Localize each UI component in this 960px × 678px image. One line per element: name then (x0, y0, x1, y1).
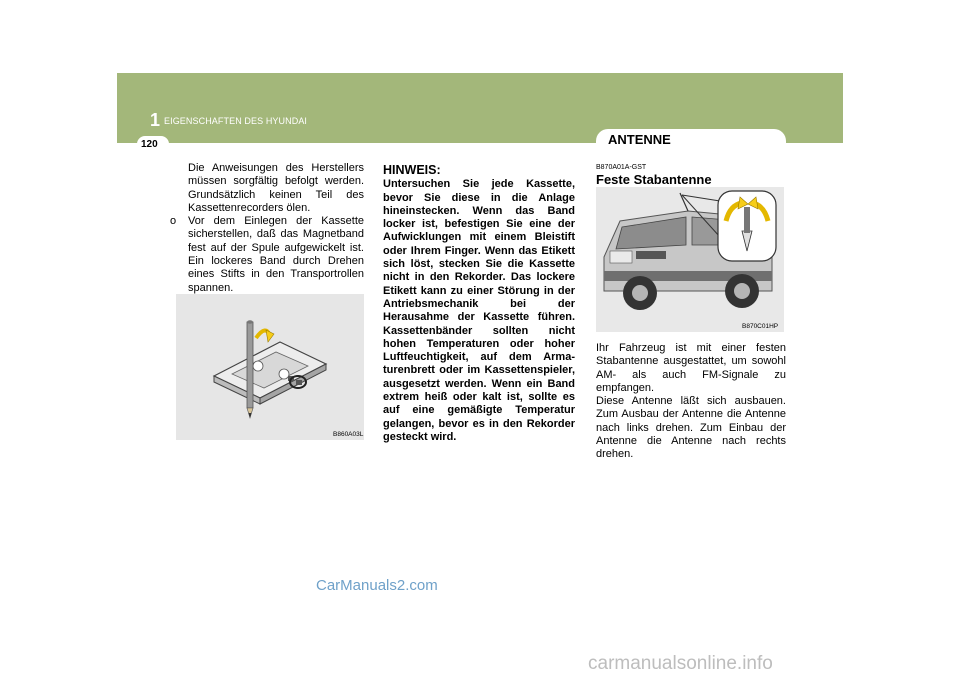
note-text: Untersuchen Sie jede Kassette, bevor Sie diese in die Anlage hineinstecken. Wenn das Band locker ist, befestigen Sie eine der Aufwicklungen mit einem Bleistift oder Ihrem Finger. Wenn das Etikett sich löst, stecken Sie die Kassette nicht in den Rekorder. Das lockere Etikett kann zu einer Störung in der Antriebsmechanik bei der Herausahme der Kassette führen. Kassettenbänder sollten nicht hohen Temperaturen oder hoher Luftfeuchtigkeit, auf dem Arma- turenbrett oder im Kassettenspieler, ausgesetzt werden. Wenn ein Band extrem heiß oder kalt ist, sollte es auf eine gemäßigte Temperatur gelangen, bevor es in den Rekorder gesteckt wird. (383, 178, 575, 443)
watermark-top[interactable]: CarManuals2.com (316, 577, 438, 594)
antenna-body-text: Ihr Fahrzeug ist mit einer festen Stabantenne ausgestattet, um sowohl AM- als auch FM-Signale zu empfangen. Diese Antenne läßt sich ausbauen. Zum Ausbau der Antenne die Antenne nach links drehen. Zum Einbau der Antenne die Antenne nach rechts drehen. (596, 342, 786, 461)
cassette-illustration (176, 294, 364, 440)
section-code: B870A01A-GST (596, 164, 647, 171)
section-title: ANTENNE (608, 132, 671, 147)
list-bullet: o (170, 215, 177, 228)
page-number: 120 (141, 139, 158, 150)
image-code-vehicle: B870C01HP (742, 323, 779, 330)
suv-antenna-icon (596, 187, 784, 332)
middle-column (383, 164, 575, 444)
watermark-bottom[interactable]: carmanualsonline.info (588, 653, 773, 674)
chapter-title: EIGENSCHAFTEN DES HYUNDAI (164, 116, 308, 126)
cassette-pencil-icon (176, 294, 364, 440)
list-item (170, 215, 364, 295)
instruction-paragraph: Die Anweisungen des Herstellers müssen sorgfältig befolgt werden. Grundsätzlich keinen Teil des Kassettenrecorders ölen. (188, 162, 364, 214)
vehicle-antenna-illustration (596, 187, 784, 332)
left-column (170, 162, 364, 295)
list-item-text: Vor dem Einlegen der Kassette sicherstellen, daß das Magnetband fest auf der Spule aufgewickelt ist. Ein lockeres Band durch Drehen eines Stifts in den Transportrollen spannen. (188, 215, 364, 294)
note-heading: HINWEIS: (383, 163, 441, 177)
image-code-cassette: B860A03L (333, 431, 364, 438)
subsection-title: Feste Stabantenne (596, 172, 712, 187)
chapter-number: 1 (150, 110, 161, 130)
